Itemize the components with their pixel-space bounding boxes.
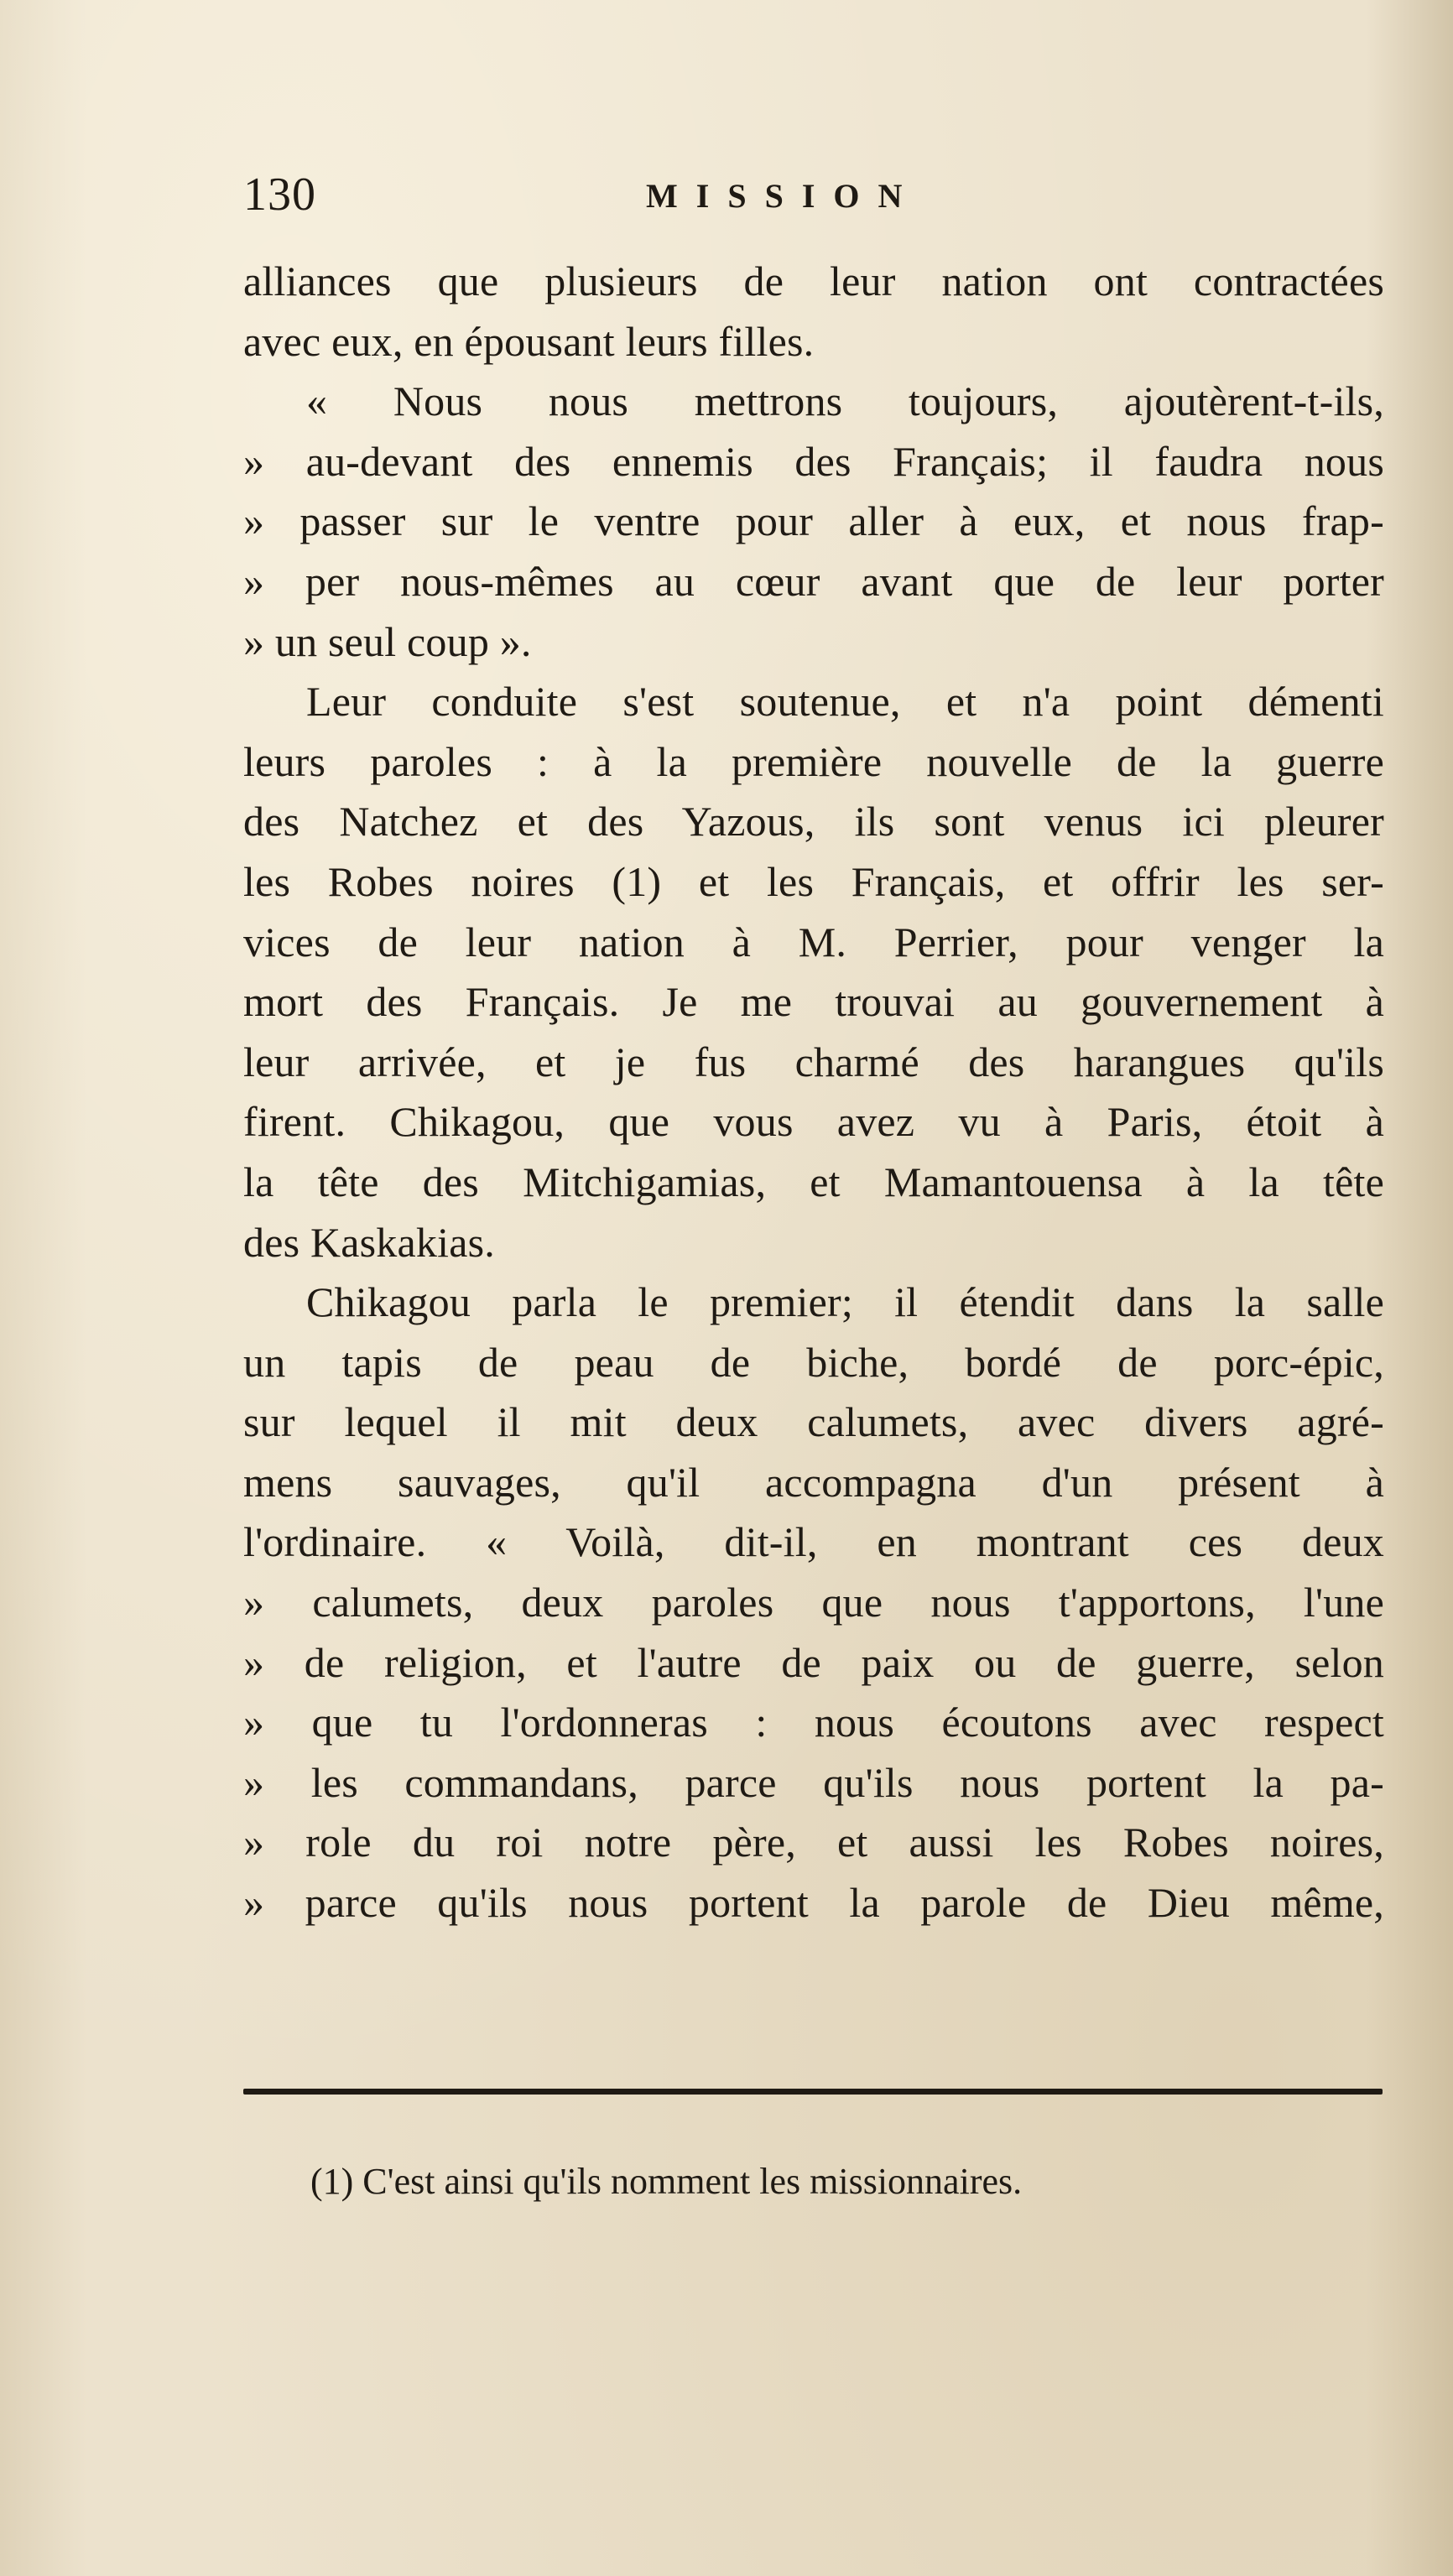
text-line: mens sauvages, qu'il accompagna d'un présent à (243, 1458, 1384, 1506)
text-line: mort des Français. Je me trouvai au gouvernement à (243, 978, 1384, 1026)
text-line: » les commandans, parce qu'ils nous portent la pa- (243, 1758, 1384, 1806)
text-line: » passer sur le ventre pour aller à eux, et nous frap- (243, 497, 1384, 545)
text-line: un tapis de peau de biche, bordé de porc-épic, (243, 1338, 1384, 1386)
text-line: » calumets, deux paroles que nous t'apportons, l'une (243, 1579, 1384, 1626)
text-line: l'ordinaire. « Voilà, dit-il, en montrant ces deux (243, 1518, 1384, 1566)
text-line: leurs paroles : à la première nouvelle de la guerre (243, 737, 1384, 785)
text-line: firent. Chikagou, que vous avez vu à Paris, étoit à (243, 1098, 1384, 1146)
text-line: vices de leur nation à M. Perrier, pour venger la (243, 918, 1384, 965)
text-line: » au-devant des ennemis des Français; il faudra nous (243, 437, 1384, 485)
page-header (243, 168, 1401, 226)
footnote-rule (243, 2089, 1383, 2095)
text-line: » role du roi notre père, et aussi les Robes noires, (243, 1819, 1384, 1866)
body-text (243, 252, 1384, 1933)
text-line: avec eux, en épousant leurs filles. (243, 317, 815, 365)
running-head: MISSION (646, 177, 921, 215)
text-line: alliances que plusieurs de leur nation ont contractées (243, 258, 1384, 304)
text-line: les Robes noires (1) et les Français, et offrir les ser- (243, 857, 1384, 905)
text-line: » un seul coup ». (243, 617, 532, 665)
text-line: leur arrivée, et je fus charmé des harangues qu'ils (243, 1038, 1384, 1085)
text-line: des Natchez et des Yazous, ils sont venus ici pleurer (243, 798, 1384, 846)
text-line: » de religion, et l'autre de paix ou de guerre, selon (243, 1638, 1384, 1686)
text-line: sur lequel il mit deux calumets, avec divers agré- (243, 1398, 1384, 1446)
text-line: la tête des Mitchigamias, et Mamantouensa à la tête (243, 1158, 1384, 1205)
footnote: (1) C'est ainsi qu'ils nomment les missionnaires. (310, 2161, 1023, 2202)
text-line: » per nous-mêmes au cœur avant que de leur porter (243, 557, 1384, 605)
text-line: » que tu l'ordonneras : nous écoutons avec respect (243, 1699, 1384, 1746)
text-line: Chikagou parla le premier; il étendit dans la salle (306, 1278, 1384, 1326)
page-number: 130 (243, 169, 316, 221)
text-line: Leur conduite s'est soutenue, et n'a point démenti (306, 678, 1384, 726)
text-line: « Nous nous mettrons toujours, ajoutèrent-t-ils, (306, 377, 1384, 425)
text-line: » parce qu'ils nous portent la parole de Dieu même, (243, 1879, 1384, 1927)
text-line: des Kaskakias. (243, 1218, 495, 1266)
